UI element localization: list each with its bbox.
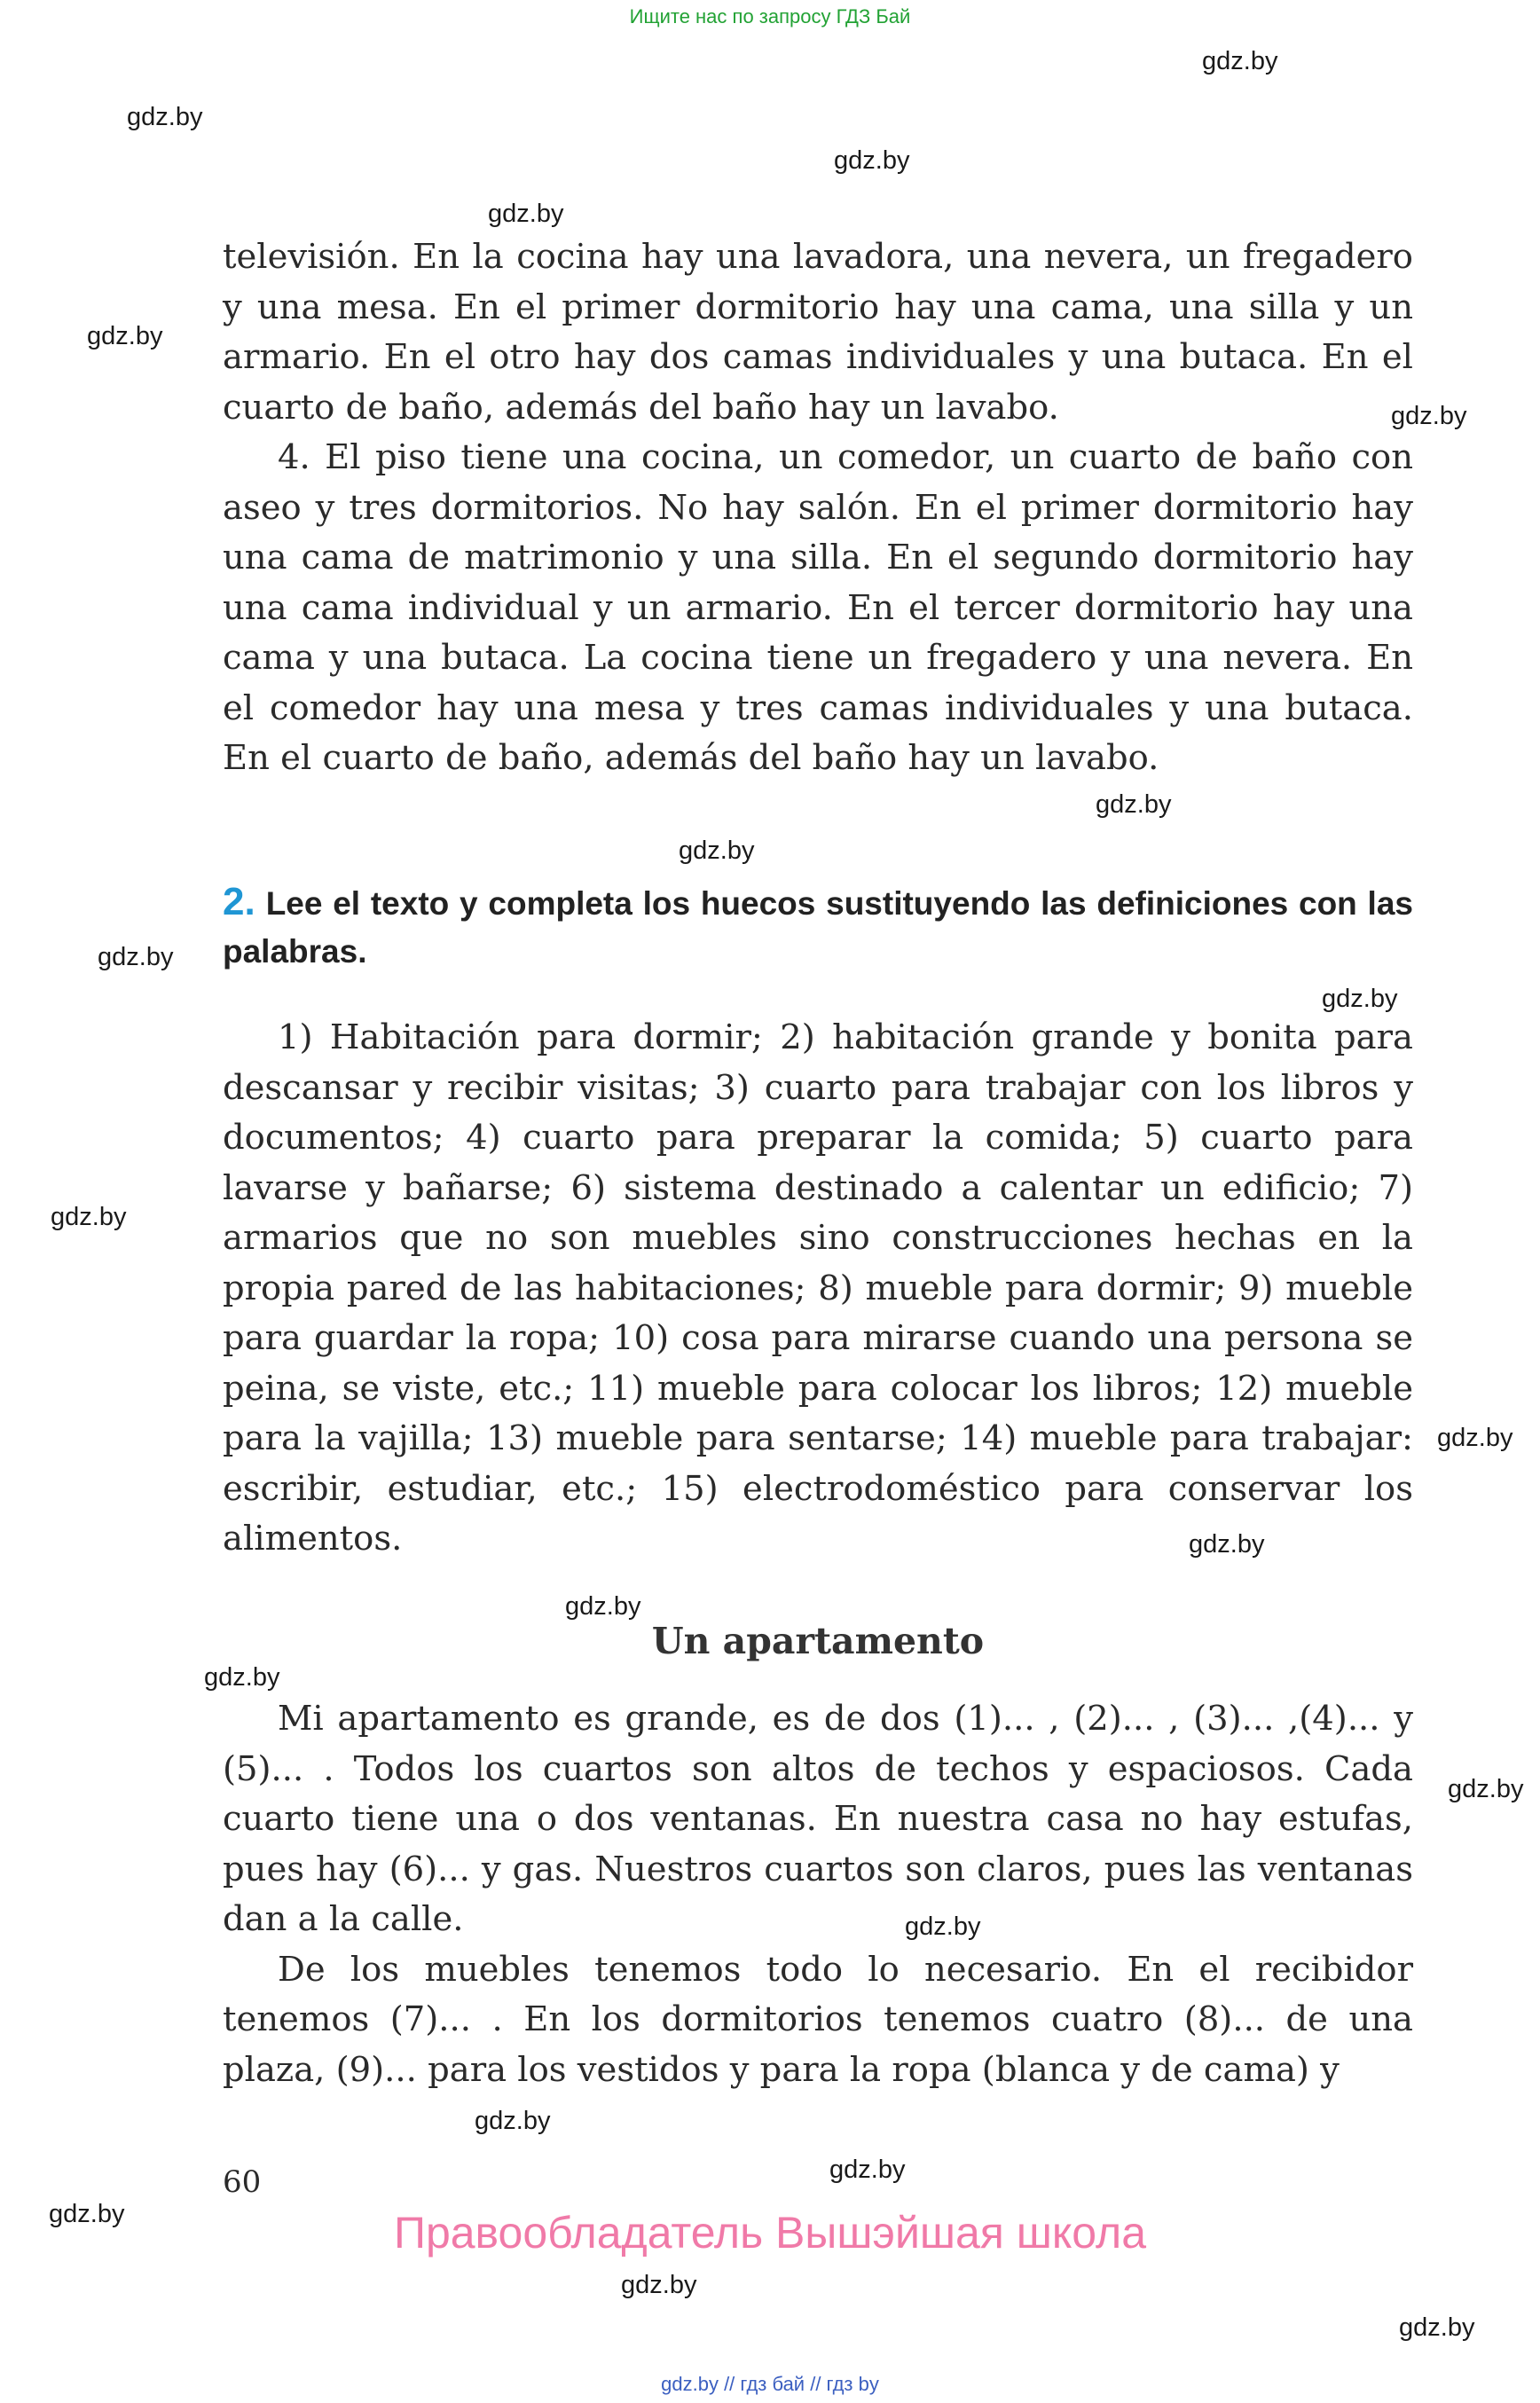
- watermark: gdz.by: [679, 836, 755, 865]
- watermark: gdz.by: [488, 200, 564, 228]
- reading-paragraph-1: Mi apartamento es grande, es de dos (1)... , (2)... , (3)... ,(4)... y (5)... . Todos los cuartos son altos de techos y espaciosos. Cada cuarto tiene una o dos ventanas. En nuestra casa no hay estufas, pues hay (6)... y gas. Nuestros cuartos son claros, pues las ventanas dan a la calle.: [223, 1699, 1413, 1939]
- definitions-block: [223, 1013, 1413, 1565]
- reading-paragraph-2: De los muebles tenemos todo lo necesario. En el recibidor tenemos (7)... . En los dormitorios tenemos cuatro (8)... de una plaza, (9)... para los vestidos y para la ropa (blanca y de cama) y: [223, 1949, 1413, 2090]
- task-2-instruction: [223, 878, 1413, 976]
- watermark: gdz.by: [1399, 2313, 1475, 2342]
- watermark: gdz.by: [204, 1663, 280, 1692]
- watermark: gdz.by: [834, 146, 910, 175]
- watermark: gdz.by: [1391, 402, 1467, 430]
- watermark: gdz.by: [1096, 790, 1172, 819]
- definitions-list: 1) Habitación para dormir; 2) habitación grande y bonita para descansar y recibir visitas; 3) cuarto para trabajar con los libros y documentos; 4) cuarto para preparar la comida; 5) cuarto para lavarse y bañarse; 6) sistema destinado a calentar un edificio; 7) armarios que no son muebles sino construcciones hechas en la propia pared de las habitaciones; 8) mueble para dormir; 9) mueble para guardar la ropa; 10) cosa para mirarse cuando una persona se peina, se viste, etc.; 11) mueble para colocar los libros; 12) mueble para la vajilla; 13) mueble para sentarse; 14) mueble para trabajar: escribir, estudiar, etc.; 15) electrodoméstico para conservar los alimentos.: [223, 1017, 1413, 1559]
- watermark: gdz.by: [1189, 1530, 1265, 1559]
- watermark: gdz.by: [49, 2200, 125, 2228]
- answer-text-block: [223, 232, 1413, 784]
- rights-holder: Правообладатель Вышэйшая школа: [394, 2208, 1146, 2258]
- watermark: gdz.by: [51, 1203, 127, 1231]
- watermark: gdz.by: [98, 943, 174, 971]
- answer-paragraph-4: 4. El piso tiene una cocina, un comedor, un cuarto de baño con aseo y tres dormitorios. No hay salón. En el primer dormitorio hay una cama de matrimonio y una silla. En el segundo dormitorio hay una cama individual y un armario. En el tercer dormitorio hay una cama y una butaca. La cocina tiene un fregadero y una nevera. En el comedor hay una mesa y tres camas individuales y una butaca. En el cuarto de baño, además del baño hay un lavabo.: [223, 437, 1413, 778]
- watermark: gdz.by: [829, 2156, 906, 2184]
- footer-banner: gdz.by // гдз бай // гдз by: [661, 2373, 879, 2395]
- watermark: gdz.by: [475, 2107, 551, 2135]
- watermark: gdz.by: [621, 2271, 697, 2299]
- watermark: gdz.by: [87, 322, 163, 350]
- watermark: gdz.by: [1437, 1424, 1513, 1452]
- header-banner: Ищите нас по запросу ГДЗ Бай: [629, 5, 911, 27]
- continuation-paragraph: televisión. En la cocina hay una lavadora, una nevera, un fregadero y una mesa. En el primer dormitorio hay una cama, una silla y un armario. En el otro hay dos camas individuales y una butaca. En el cuarto de baño, además del baño hay un lavabo.: [223, 237, 1413, 428]
- watermark: gdz.by: [565, 1592, 641, 1621]
- watermark: gdz.by: [1202, 47, 1278, 75]
- task-instruction-text: Lee el texto y completa los huecos sustituyendo las definiciones con las palabras.: [223, 885, 1413, 970]
- task-number: 2.: [223, 880, 255, 923]
- page-number: 60: [223, 2164, 262, 2200]
- reading-text: [223, 1694, 1413, 2095]
- watermark: gdz.by: [905, 1912, 981, 1941]
- reading-title: Un apartamento: [651, 1620, 985, 1662]
- watermark: gdz.by: [1448, 1775, 1524, 1803]
- watermark: gdz.by: [127, 103, 203, 131]
- watermark: gdz.by: [1322, 985, 1398, 1013]
